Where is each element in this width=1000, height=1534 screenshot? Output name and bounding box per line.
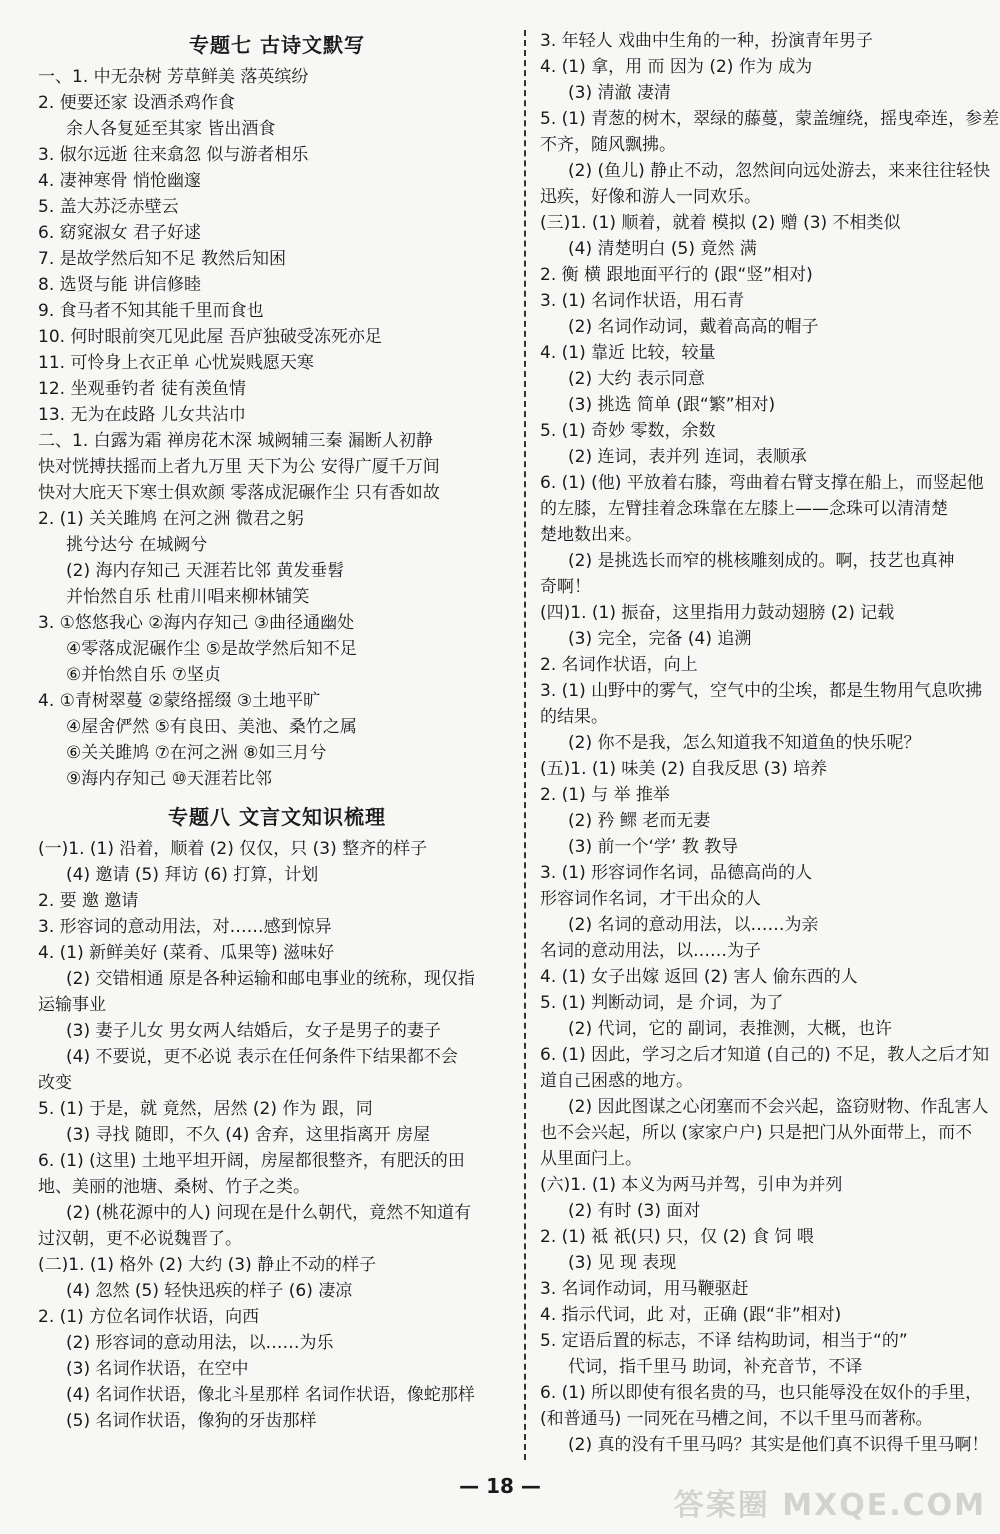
answer-line: (2) 名词的意动用法，以……为亲 (568, 915, 819, 935)
answer-line: 楚地数出来。 (540, 525, 642, 545)
answer-line: (2) 真的没有千里马吗？其实是他们真不识得千里马啊！ (568, 1435, 989, 1455)
answer-line: 2. 衡 横 跟地面平行的 (跟“竖”相对) (540, 265, 813, 285)
answer-line: 6. (1) 因此，学习之后才知道 (自己的) 不足，教人之后才知 (540, 1045, 990, 1065)
answer-line: 6. (1) 所以即使有很名贵的马，也只能辱没在奴仆的手里， (540, 1383, 983, 1403)
answer-line: 也不会兴起，所以 (家家户户) 只是把门从外面带上，而不 (540, 1123, 973, 1143)
answer-line: (和普通马) 一同死在马槽之间，不以千里马而著称。 (540, 1409, 933, 1429)
answer-line: 一、1. 中无杂树 芳草鲜美 落英缤纷 (38, 67, 309, 87)
answer-line: 13. 无为在歧路 儿女共沾巾 (38, 405, 246, 425)
answer-line: 3. (1) 形容词作名词，品德高尚的人 (540, 863, 813, 883)
answer-line: (4) 名词作状语，像北斗星那样 名词作状语，像蛇那样 (66, 1385, 475, 1405)
answer-line: 4. (1) 女子出嫁 返回 (2) 害人 偷东西的人 (540, 967, 858, 987)
answer-line: (一)1. (1) 沿着，顺着 (2) 仅仅，只 (3) 整齐的样子 (38, 839, 428, 859)
answer-line: 运输事业 (38, 995, 106, 1015)
answer-line: (4) 邀请 (5) 拜访 (6) 打算，计划 (66, 865, 319, 885)
answer-line: 2. (1) 祗 祇(只) 只，仅 (2) 食 饲 喂 (540, 1227, 814, 1247)
answer-line: (2) (桃花源中的人) 问现在是什么朝代，竟然不知道有 (66, 1203, 472, 1223)
answer-line: (2) 连词，表并列 连词，表顺承 (568, 447, 807, 467)
right-column (540, 28, 1000, 1458)
answer-line: 6. (1) (这里) 土地平坦开阔，房屋都很整齐，有肥沃的田 (38, 1151, 465, 1171)
answer-line: 3. (1) 山野中的雾气，空气中的尘埃，都是生物用气息吹拂 (540, 681, 983, 701)
answer-line: 2. (1) 与 举 推举 (540, 785, 670, 805)
section-title-8: 专题八 文言文知识梳理 (168, 805, 386, 829)
answer-line: (五)1. (1) 味美 (2) 自我反思 (3) 培养 (540, 759, 828, 779)
answer-line: (2) 你不是我，怎么知道我不知道鱼的快乐呢？ (568, 733, 921, 753)
answer-line: 7. 是故学然后知不足 教然后知困 (38, 249, 287, 269)
column-divider (524, 30, 526, 1460)
answer-line: 3. (1) 名词作状语，用石青 (540, 291, 745, 311)
page-number: — 18 — (459, 1474, 541, 1498)
answer-line: ⑥关关雎鸠 ⑦在河之洲 ⑧如三月兮 (66, 743, 327, 763)
answer-line: (3) 完全，完备 (4) 追溯 (568, 629, 752, 649)
answer-line: 5. 定语后置的标志，不译 结构助词，相当于“的” (540, 1331, 908, 1351)
left-column (38, 28, 516, 1434)
answer-line: 代词，指千里马 助词，补充音节，不译 (568, 1357, 863, 1377)
answer-line: (4) 不要说，更不必说 表示在任何条件下结果都不会 (66, 1047, 458, 1067)
answer-line: 5. (1) 判断动词，是 介词，为了 (540, 993, 784, 1013)
answer-line: 8. 选贤与能 讲信修睦 (38, 275, 202, 295)
answer-line: 快对大庇天下寒士俱欢颜 零落成泥碾作尘 只有香如故 (38, 483, 440, 503)
answer-line: (六)1. (1) 本义为两马并驾，引申为并列 (540, 1175, 843, 1195)
answer-line: 12. 坐观垂钓者 徒有羡鱼情 (38, 379, 246, 399)
answer-line: 形容词作名词，才干出众的人 (540, 889, 761, 909)
answer-line: 2. 便要还家 设酒杀鸡作食 (38, 93, 236, 113)
answer-line: 余人各复延至其家 皆出酒食 (66, 119, 276, 139)
answer-line: 地、美丽的池塘、桑树、竹子之类。 (38, 1177, 310, 1197)
answer-line: (3) 前一个‘学’ 教 教导 (568, 837, 739, 857)
answer-line: (4) 忽然 (5) 轻快迅疾的样子 (6) 凄凉 (66, 1281, 353, 1301)
answer-line: 2. (1) 关关雎鸠 在河之洲 微君之躬 (38, 509, 304, 529)
answer-line: 5. (1) 于是，就 竟然，居然 (2) 作为 跟，同 (38, 1099, 373, 1119)
answer-line: 3. 形容词的意动用法，对……感到惊异 (38, 917, 332, 937)
answer-line: 奇啊！ (540, 577, 591, 597)
answer-line: ④零落成泥碾作尘 ⑤是故学然后知不足 (66, 639, 357, 659)
answer-line: 2. 要 邀 邀请 (38, 891, 139, 911)
answer-line: 4. (1) 靠近 比较，较量 (540, 343, 716, 363)
answer-line: ⑥并怡然自乐 ⑦坚贞 (66, 665, 221, 685)
answer-line: 5. (1) 青葱的树木，翠绿的藤蔓，蒙盖缠绕，摇曳牵连，参差 (540, 109, 1000, 129)
answer-line: 道自己困惑的地方。 (540, 1071, 693, 1091)
answer-line: (三)1. (1) 顺着，就着 模拟 (2) 赠 (3) 不相类似 (540, 213, 901, 233)
answer-line: 迅疾，好像和游人一同欢乐。 (540, 187, 761, 207)
answer-line: (2) 交错相通 原是各种运输和邮电事业的统称，现仅指 (66, 969, 475, 989)
answer-line: 5. (1) 奇妙 零数，余数 (540, 421, 716, 441)
answer-line: (2) 海内存知己 天涯若比邻 黄发垂髫 (66, 561, 345, 581)
answer-line: 4. 凄神寒骨 悄怆幽邃 (38, 171, 202, 191)
answer-line: 的左膝，左臂挂着念珠靠在左膝上——念珠可以清清楚 (540, 499, 948, 519)
answer-line: 4. (1) 拿，用 而 因为 (2) 作为 成为 (540, 57, 813, 77)
answer-line: 11. 可怜身上衣正单 心忧炭贱愿天寒 (38, 353, 314, 373)
answer-line: ⑨海内存知己 ⑩天涯若比邻 (66, 769, 272, 789)
answer-line: 改变 (38, 1073, 72, 1093)
answer-line: 3. 俶尔远逝 往来翕忽 似与游者相乐 (38, 145, 309, 165)
answer-line: (2) 大约 表示同意 (568, 369, 705, 389)
answer-line: (3) 见 现 表现 (568, 1253, 677, 1273)
answer-line: (2) 有时 (3) 面对 (568, 1201, 701, 1221)
answer-line: (3) 寻找 随即，不久 (4) 舍弃，这里指离开 房屋 (66, 1125, 431, 1145)
answer-line: 4. ①青树翠蔓 ②蒙络摇缀 ③土地平旷 (38, 691, 321, 711)
answer-line: 3. 名词作动词，用马鞭驱赶 (540, 1279, 749, 1299)
answer-line: 9. 食马者不知其能千里而食也 (38, 301, 264, 321)
answer-line: 2. (1) 方位名词作状语，向西 (38, 1307, 260, 1327)
answer-line: (5) 名词作状语，像狗的牙齿那样 (66, 1411, 317, 1431)
answer-line: (4) 清楚明白 (5) 竟然 满 (568, 239, 757, 259)
answer-line: (2) (鱼儿) 静止不动，忽然间向远处游去，来来往往轻快 (568, 161, 991, 181)
answer-line: 5. 盖大苏泛赤壁云 (38, 197, 179, 217)
answer-line: 快对恍搏扶摇而上者九万里 天下为公 安得广厦千万间 (38, 457, 440, 477)
answer-line: 名词的意动用法，以……为子 (540, 941, 761, 961)
answer-line: (2) 因此图谋之心闭塞而不会兴起，盗窃财物、作乱害人 (568, 1097, 989, 1117)
answer-line: (3) 妻子儿女 男女两人结婚后，女子是男子的妻子 (66, 1021, 441, 1041)
answer-line: 2. 名词作状语，向上 (540, 655, 698, 675)
answer-line: 6. 窈窕淑女 君子好逑 (38, 223, 202, 243)
answer-line: (四)1. (1) 振奋，这里指用力鼓动翅膀 (2) 记载 (540, 603, 895, 623)
answer-line: 4. (1) 新鲜美好 (菜肴、瓜果等) 滋味好 (38, 943, 335, 963)
answer-line: 6. (1) (他) 平放着右膝，弯曲着右臂支撑在船上，而竖起他 (540, 473, 984, 493)
answer-line: 并怡然自乐 杜甫川唱来柳林铺笑 (66, 587, 310, 607)
answer-line: 的结果。 (540, 707, 608, 727)
answer-line: 10. 何时眼前突兀见此屋 吾庐独破受冻死亦足 (38, 327, 382, 347)
answer-line: 二、1. 白露为霜 禅房花木深 城阙辅三秦 漏断人初静 (38, 431, 433, 451)
answer-line: (2) 矜 鳏 老而无妻 (568, 811, 711, 831)
answer-line: (2) 是挑选长而窄的桃核雕刻成的。啊，技艺也真神 (568, 551, 955, 571)
watermark: 答案圈 MXQE.COM (673, 1488, 986, 1523)
answer-line: 3. 年轻人 戏曲中生角的一种，扮演青年男子 (540, 31, 874, 51)
answer-line: 不齐，随风飘拂。 (540, 135, 676, 155)
answer-line: 从里面闩上。 (540, 1149, 642, 1169)
answer-line: 挑兮达兮 在城阙兮 (66, 535, 208, 555)
answer-line: (2) 名词作动词，戴着高高的帽子 (568, 317, 819, 337)
answer-line: 过汉朝，更不必说魏晋了。 (38, 1229, 242, 1249)
section-title-7: 专题七 古诗文默写 (189, 33, 365, 57)
answer-line: ④屋舍俨然 ⑤有良田、美池、桑竹之属 (66, 717, 357, 737)
answer-line: (3) 清澈 凄清 (568, 83, 671, 103)
answer-line: (2) 形容词的意动用法，以……为乐 (66, 1333, 334, 1353)
answer-line: (2) 代词，它的 副词，表推测，大概，也许 (568, 1019, 892, 1039)
answer-line: (二)1. (1) 格外 (2) 大约 (3) 静止不动的样子 (38, 1255, 377, 1275)
answer-line: 3. ①悠悠我心 ②海内存知己 ③曲径通幽处 (38, 613, 355, 633)
answer-line: (3) 挑选 简单 (跟“繁”相对) (568, 395, 776, 415)
answer-line: (3) 名词作状语，在空中 (66, 1359, 249, 1379)
answer-line: 4. 指示代词，此 对，正确 (跟“非”相对) (540, 1305, 842, 1325)
